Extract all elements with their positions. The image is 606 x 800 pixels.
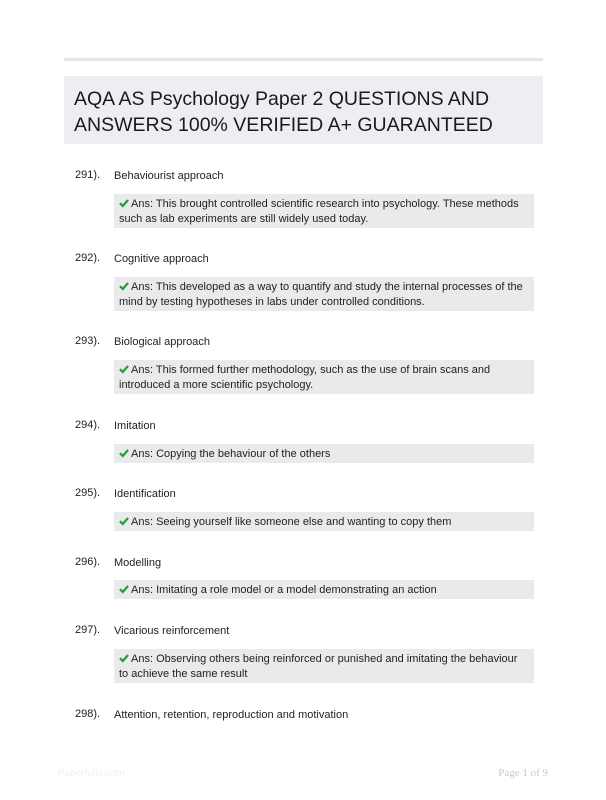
question-number: 297). bbox=[75, 624, 101, 636]
question-text: Behaviourist approach bbox=[114, 170, 224, 182]
question-number: 294). bbox=[75, 419, 101, 431]
question-number: 296). bbox=[75, 556, 101, 568]
answer-box bbox=[114, 360, 534, 394]
check-icon bbox=[119, 448, 129, 458]
answer-box bbox=[114, 277, 534, 311]
footer-watermark: Paperfolio.com bbox=[58, 768, 125, 779]
question-number: 298). bbox=[75, 708, 101, 720]
document-title: AQA AS Psychology Paper 2 QUESTIONS AND ANSWERS 100% VERIFIED A+ GUARANTEED bbox=[74, 88, 493, 136]
check-icon bbox=[119, 653, 129, 663]
answer-box bbox=[114, 580, 534, 599]
check-icon bbox=[119, 281, 129, 291]
answer-text: Ans: Observing others being reinforced or punished and imitating the behaviour to achieve the same result bbox=[119, 653, 518, 680]
question-number: 292). bbox=[75, 252, 101, 264]
check-icon bbox=[119, 516, 129, 526]
question-text: Imitation bbox=[114, 420, 156, 432]
page-indicator: Page 1 of 9 bbox=[498, 767, 548, 779]
question-text: Cognitive approach bbox=[114, 253, 209, 265]
question-number: 295). bbox=[75, 487, 101, 499]
check-icon bbox=[119, 584, 129, 594]
top-divider bbox=[64, 58, 543, 61]
question-text: Biological approach bbox=[114, 336, 211, 348]
answer-box bbox=[114, 194, 534, 228]
question-text: Modelling bbox=[114, 557, 162, 569]
answer-text: Ans: Seeing yourself like someone else and wanting to copy them bbox=[131, 516, 452, 528]
answer-text: Ans: This formed further methodology, such as the use of brain scans and introduced a more scientific psychology. bbox=[119, 364, 491, 391]
answer-box bbox=[114, 444, 534, 463]
question-number: 291). bbox=[75, 169, 101, 181]
answer-text: Ans: Imitating a role model or a model demonstrating an action bbox=[131, 584, 437, 596]
answer-box bbox=[114, 512, 534, 531]
answer-text: Ans: This developed as a way to quantify and study the internal processes of the mind by testing hypotheses in labs under controlled conditions. bbox=[119, 281, 523, 308]
document-title-box bbox=[64, 76, 543, 144]
answer-text: Ans: Copying the behaviour of the others bbox=[131, 448, 331, 460]
check-icon bbox=[119, 198, 129, 208]
question-number: 293). bbox=[75, 335, 101, 347]
question-text: Vicarious reinforcement bbox=[114, 625, 230, 637]
check-icon bbox=[119, 364, 129, 374]
answer-box bbox=[114, 649, 534, 683]
question-text: Identification bbox=[114, 488, 176, 500]
answer-text: Ans: This brought controlled scientific research into psychology. These methods such as lab experiments are still widely used today. bbox=[119, 198, 519, 225]
question-text: Attention, retention, reproduction and motivation bbox=[114, 709, 349, 721]
